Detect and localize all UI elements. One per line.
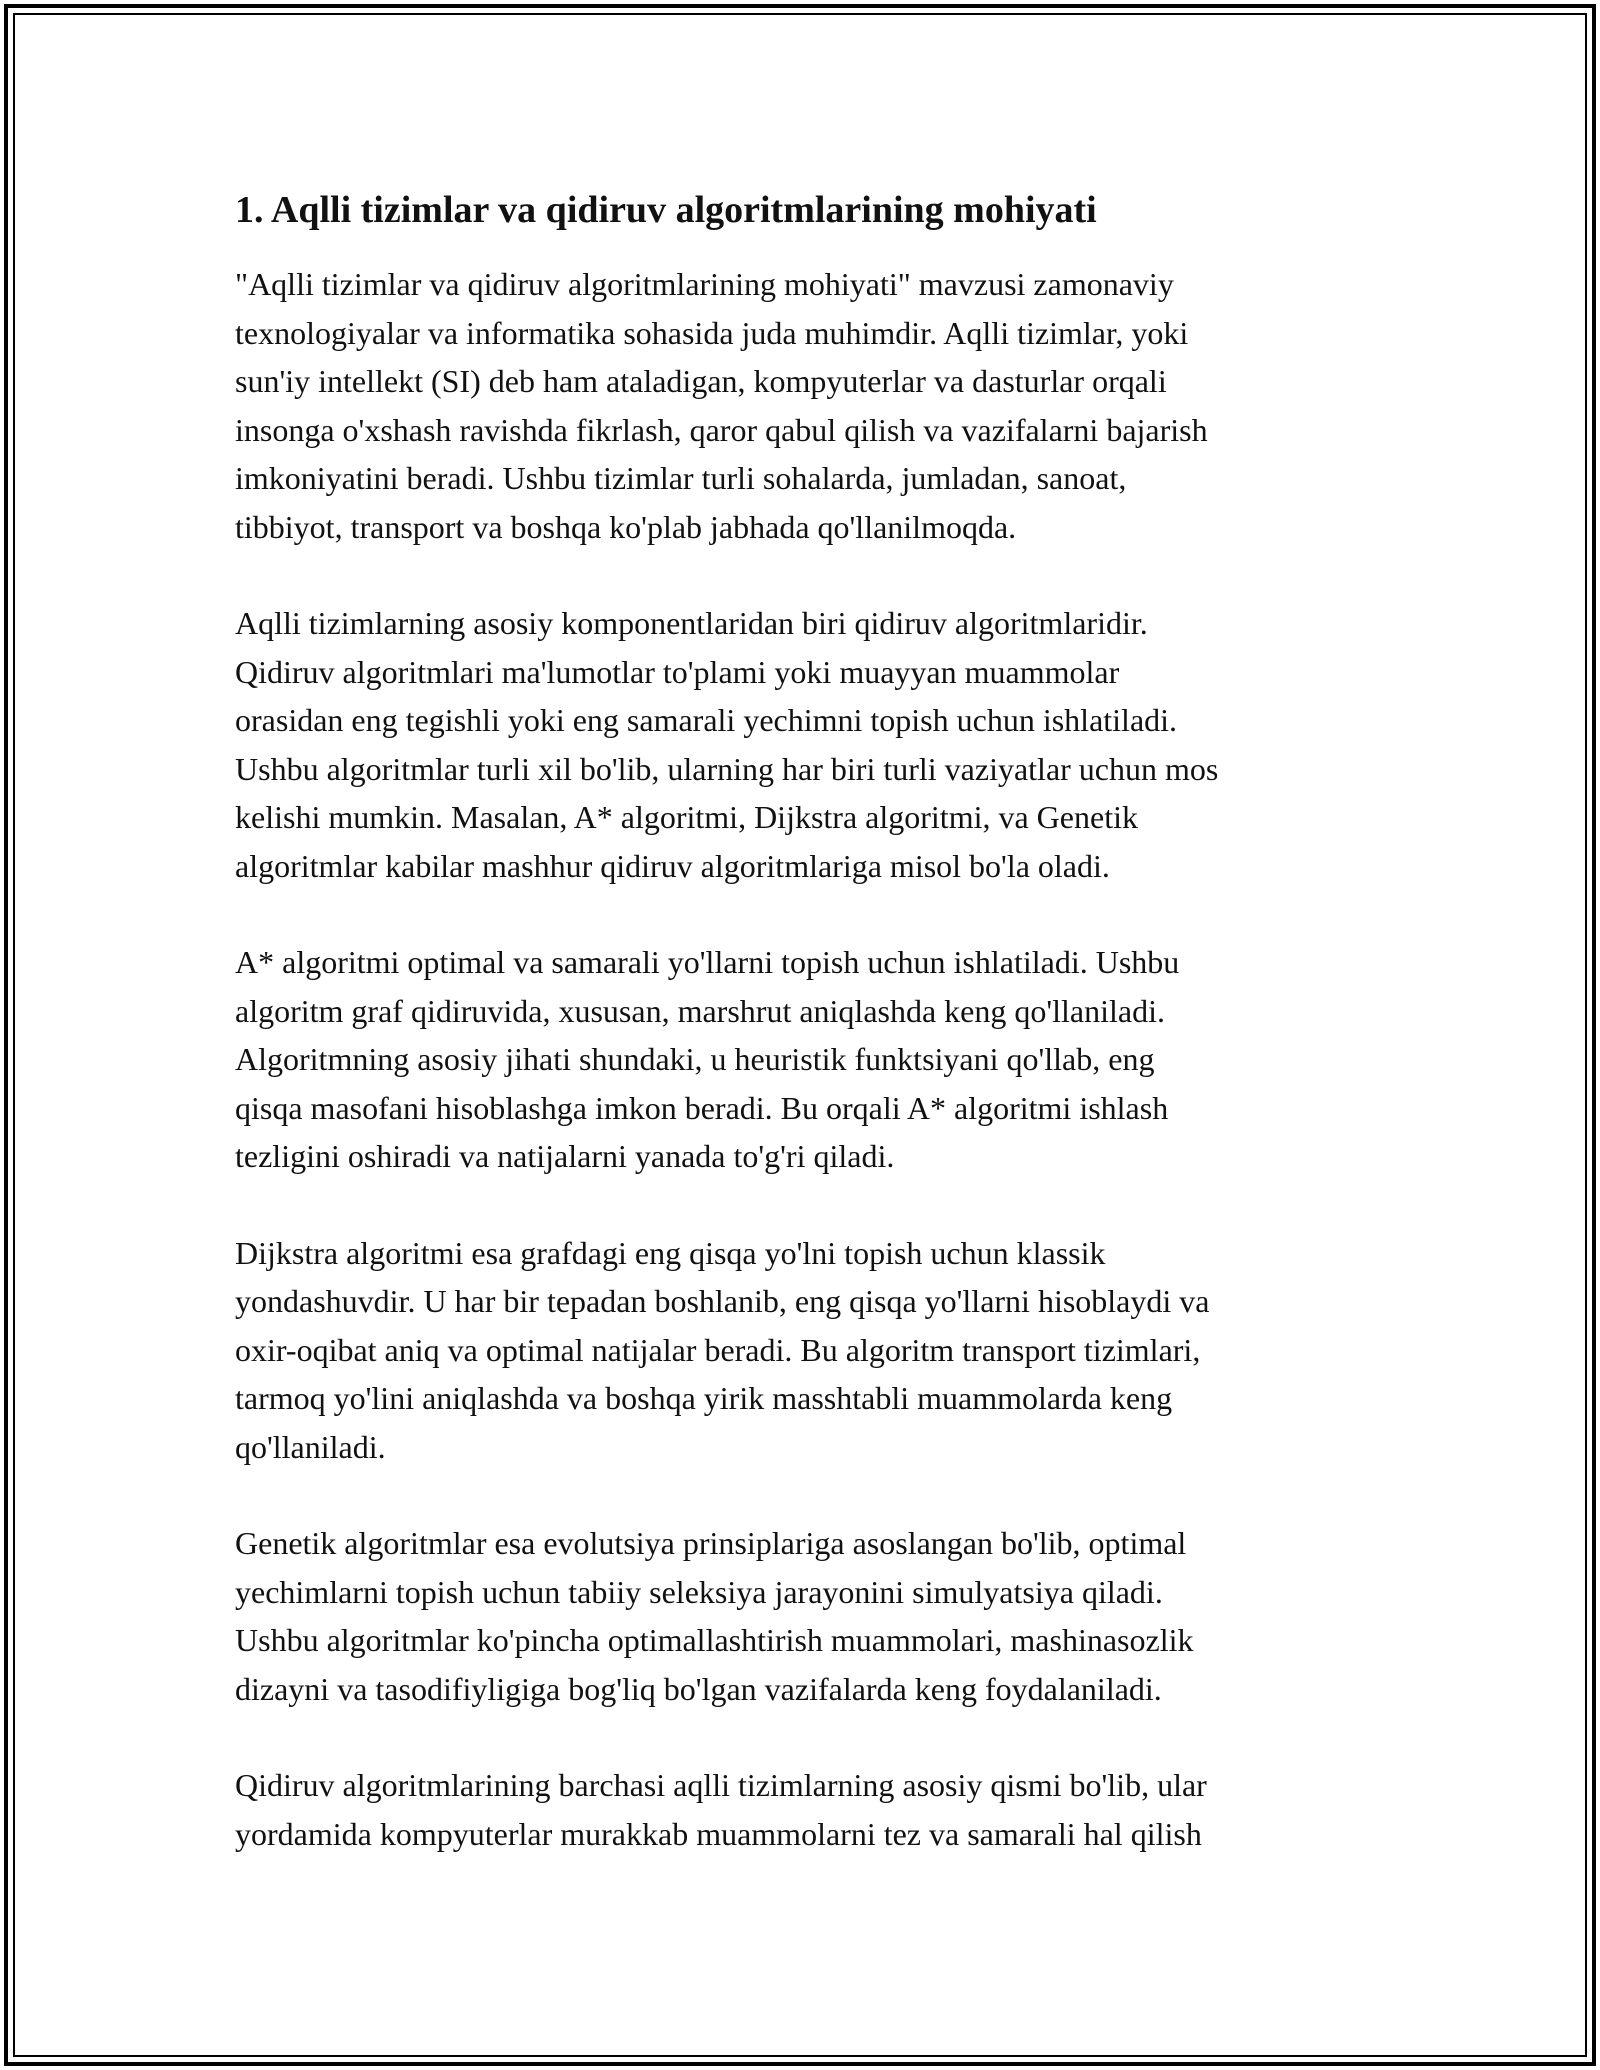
text-line: tibbiyot, transport va boshqa ko'plab jabhada qo'llanilmoqda.: [235, 508, 1017, 545]
text-line: "Aqlli tizimlar va qidiruv algoritmlarining mohiyati" mavzusi zamonaviy: [235, 266, 1174, 302]
text-line: Ushbu algoritmlar ko'pincha optimallashtirish muammolari, mashinasozlik: [235, 1622, 1194, 1658]
document-content: [235, 185, 1375, 1906]
text-line: yechimlarni topish uchun tabiiy seleksiya jarayonini simulyatsiya qiladi.: [235, 1573, 1163, 1610]
text-line: A* algoritmi optimal va samarali yo'llarni topish uchun ishlatiladi. Ushbu: [235, 944, 1180, 980]
paragraph-intro: [235, 260, 1375, 551]
text-line: Genetik algoritmlar esa evolutsiya prinsiplariga asoslangan bo'lib, optimal: [235, 1525, 1187, 1561]
text-line: Dijkstra algoritmi esa grafdagi eng qisqa yo'lni topish uchun klassik: [235, 1234, 1106, 1271]
text-line: tezligini oshiradi va natijalarni yanada to'g'ri qiladi.: [235, 1138, 895, 1174]
text-line: algoritm graf qidiruvida, xususan, marshrut aniqlashda keng qo'llaniladi.: [235, 992, 1165, 1029]
text-line: orasidan eng tegishli yoki eng samarali yechimni topish uchun ishlatiladi.: [235, 702, 1178, 738]
text-line: Ushbu algoritmlar turli xil bo'lib, ularning har biri turli vaziyatlar uchun mos: [235, 750, 1219, 787]
text-line: yordamida kompyuterlar murakkab muammolarni tez va samarali hal qilish: [235, 1815, 1202, 1852]
text-line: dizayni va tasodifiyligiga bog'liq bo'lgan vazifalarda keng foydalaniladi.: [235, 1670, 1162, 1707]
paragraph-genetic: [235, 1519, 1375, 1713]
text-line: yondashuvdir. U har bir tepadan boshlanib, eng qisqa yo'llarni hisoblaydi va: [235, 1283, 1210, 1319]
text-line: qisqa masofani hisoblashga imkon beradi. Bu orqali A* algoritmi ishlash: [235, 1089, 1169, 1126]
text-line: imkoniyatini beradi. Ushbu tizimlar turli sohalarda, jumladan, sanoat,: [235, 460, 1127, 496]
text-line: texnologiyalar va informatika sohasida juda muhimdir. Aqlli tizimlar, yoki: [235, 314, 1189, 351]
paragraph-conclusion: [235, 1761, 1375, 1858]
text-line: insonga o'xshash ravishda fikrlash, qaror qabul qilish va vazifalarni bajarish: [235, 411, 1208, 448]
text-line: tarmoq yo'lini aniqlashda va boshqa yirik masshtabli muammolarda keng: [235, 1380, 1173, 1416]
text-line: oxir-oqibat aniq va optimal natijalar beradi. Bu algoritm transport tizimlari,: [235, 1331, 1201, 1368]
text-line: Qidiruv algoritmlari ma'lumotlar to'plami yoki muayyan muammolar: [235, 653, 1120, 690]
paragraph-dijkstra: [235, 1229, 1375, 1472]
text-line: qo'llaniladi.: [235, 1428, 386, 1465]
text-line: Aqlli tizimlarning asosiy komponentlaridan biri qidiruv algoritmlaridir.: [235, 605, 1148, 641]
text-line: algoritmlar kabilar mashhur qidiruv algoritmlariga misol bo'la oladi.: [235, 847, 1110, 884]
text-line: Algoritmning asosiy jihati shundaki, u heuristik funktsiyani qo'llab, eng: [235, 1041, 1155, 1077]
paragraph-search-algorithms: [235, 599, 1375, 890]
paragraph-a-star: [235, 938, 1375, 1181]
text-line: Qidiruv algoritmlarining barchasi aqlli tizimlarning asosiy qismi bo'lib, ular: [235, 1767, 1207, 1803]
section-heading: 1. Aqlli tizimlar va qidiruv algoritmlarining mohiyati: [235, 189, 1097, 231]
text-line: sun'iy intellekt (SI) deb ham ataladigan, kompyuterlar va dasturlar orqali: [235, 363, 1167, 399]
text-line: kelishi mumkin. Masalan, A* algoritmi, Dijkstra algoritmi, va Genetik: [235, 799, 1138, 835]
